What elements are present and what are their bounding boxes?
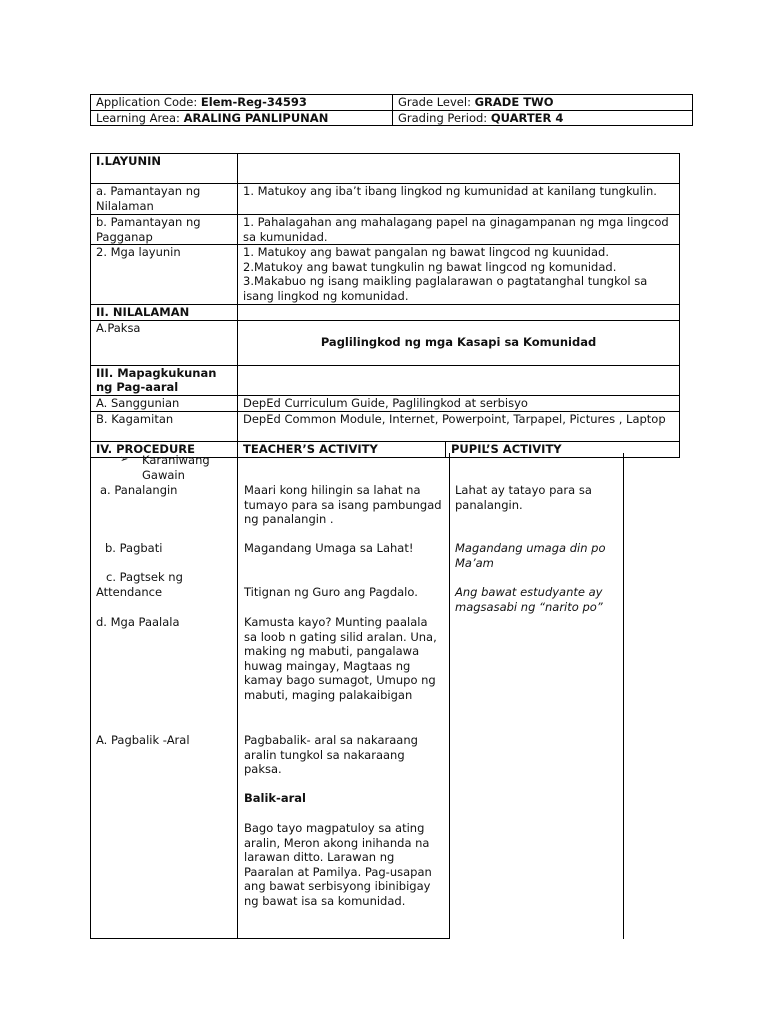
application-code-cell — [91, 95, 393, 111]
application-code-label: Application Code: — [96, 95, 201, 109]
layunin-item: 3.Makabuo ng isang maikling paglalarawan o pagtatanghal tungkol sa isang lingkod ng komunidad. — [243, 274, 648, 303]
grading-period-label: Grading Period: — [398, 110, 491, 125]
mapagkukunan-empty-cell — [238, 365, 680, 395]
balik-aral-text: Bago tayo magpatuloy sa ating aralin, Meron akong inihanda na larawan ditto. Larawan ng Paaralan at Pamilya. Pag-usapan ang bawat serbisyong ibinibigay ng bawat isa sa komunidad. — [244, 821, 432, 908]
karaniwang-gawain-item — [120, 453, 232, 482]
teacher-activity-heading: TEACHER’S ACTIVITY — [243, 441, 378, 456]
paksa-label: A.Paksa — [91, 320, 238, 365]
mapagkukunan-heading: III. Mapagkukunan ng Pag-aaral — [91, 365, 238, 395]
paalala-label: d. Mga Paalala — [96, 615, 180, 629]
procedure-right-border — [623, 453, 624, 939]
sanggunian-label: A. Sanggunian — [91, 395, 238, 411]
layunin-empty-cell — [238, 154, 680, 184]
lesson-plan-table — [90, 153, 680, 458]
balik-aral-heading: Balik-aral — [244, 791, 306, 805]
karaniwang-gawain-label: Karaniwang Gawain — [142, 453, 210, 482]
attendance-pupil: Ang bawat estudyante ay magsasabi ng “narito po” — [455, 585, 603, 614]
kagamitan-value: DepEd Common Module, Internet, Powerpoint, Tarpapel, Pictures , Laptop — [238, 411, 680, 441]
pagbati-pupil: Magandang umaga din po Ma’am — [455, 541, 606, 570]
pamantayan-pagganap-label: b. Pamantayan ng Pagganap — [91, 215, 238, 245]
grading-period-value: QUARTER 4 — [490, 110, 564, 125]
paalala-teacher: Kamusta kayo? Munting paalala sa loob n gating silid aralan. Una, making ng mabuti, pangalawa huwag maingay, Magtaas ng kamay bago sumagot, Umupo ng mabuti, maging palakaibigan — [244, 615, 437, 702]
procedure-left-border — [90, 453, 91, 939]
pagbati-label: b. Pagbati — [105, 541, 163, 555]
procedure-col-divider-1 — [237, 453, 238, 939]
mga-layunin-list — [238, 245, 680, 305]
mga-layunin-label: 2. Mga layunin — [91, 245, 238, 305]
grade-level-label: Grade Level: — [398, 95, 475, 109]
procedure-bottom-border — [90, 938, 450, 939]
header-table — [90, 94, 693, 126]
layunin-item: 2.Matukoy ang bawat tungkulin ng bawat lingcod ng komunidad. — [243, 259, 617, 274]
pupil-activity-heading: PUPIL’S ACTIVITY — [445, 442, 679, 457]
procedure-col-divider-2 — [449, 453, 450, 939]
learning-area-value: ARALING PANLIPUNAN — [183, 110, 329, 125]
nilalaman-empty-cell — [238, 305, 680, 321]
layunin-heading: I.LAYUNIN — [91, 154, 238, 184]
attendance-label: c. Pagtsek ng Attendance — [96, 570, 183, 599]
activity-heading-cell — [238, 441, 680, 457]
panalangin-teacher: Maari kong hilingin sa lahat na tumayo para sa isang pambungad ng panalangin . — [244, 483, 442, 527]
paksa-value: Paglilingkod ng mga Kasapi sa Komunidad — [238, 320, 680, 365]
attendance-teacher: Titignan ng Guro ang Pagdalo. — [244, 585, 418, 599]
grade-level-cell — [393, 95, 693, 111]
panalangin-pupil: Lahat ay tatayo para sa panalangin. — [455, 483, 592, 512]
pagbati-teacher: Magandang Umaga sa Lahat! — [244, 541, 414, 555]
pamantayan-nilalaman-value: 1. Matukoy ang iba’t ibang lingkod ng kumunidad at kanilang tungkulin. — [238, 184, 680, 215]
procedure-heading: IV. PROCEDURE — [91, 441, 238, 457]
grading-period-cell — [393, 110, 693, 126]
application-code-value: Elem-Reg-34593 — [200, 95, 307, 109]
sanggunian-value: DepEd Curriculum Guide, Paglilingkod at serbisyo — [238, 395, 680, 411]
bullet-arrow-icon: ➢ — [120, 454, 129, 465]
learning-area-label: Learning Area: — [96, 110, 184, 125]
pagbalik-aral-teacher: Pagbabalik- aral sa nakaraang aralin tungkol sa nakaraang paksa. — [244, 733, 418, 777]
pamantayan-nilalaman-label: a. Pamantayan ng Nilalaman — [91, 184, 238, 215]
pamantayan-pagganap-value: 1. Pahalagahan ang mahalagang papel na ginagampanan ng mga lingcod sa kumunidad. — [238, 215, 680, 245]
nilalaman-heading: II. NILALAMAN — [91, 305, 238, 321]
pagbalik-aral-label: A. Pagbalik -Aral — [96, 733, 190, 747]
panalangin-label: a. Panalangin — [100, 483, 178, 497]
kagamitan-label: B. Kagamitan — [91, 411, 238, 441]
layunin-item: 1. Matukoy ang bawat pangalan ng bawat lingcod ng kuunidad. — [243, 245, 609, 260]
learning-area-cell — [91, 110, 393, 126]
grade-level-value: GRADE TWO — [474, 95, 554, 109]
